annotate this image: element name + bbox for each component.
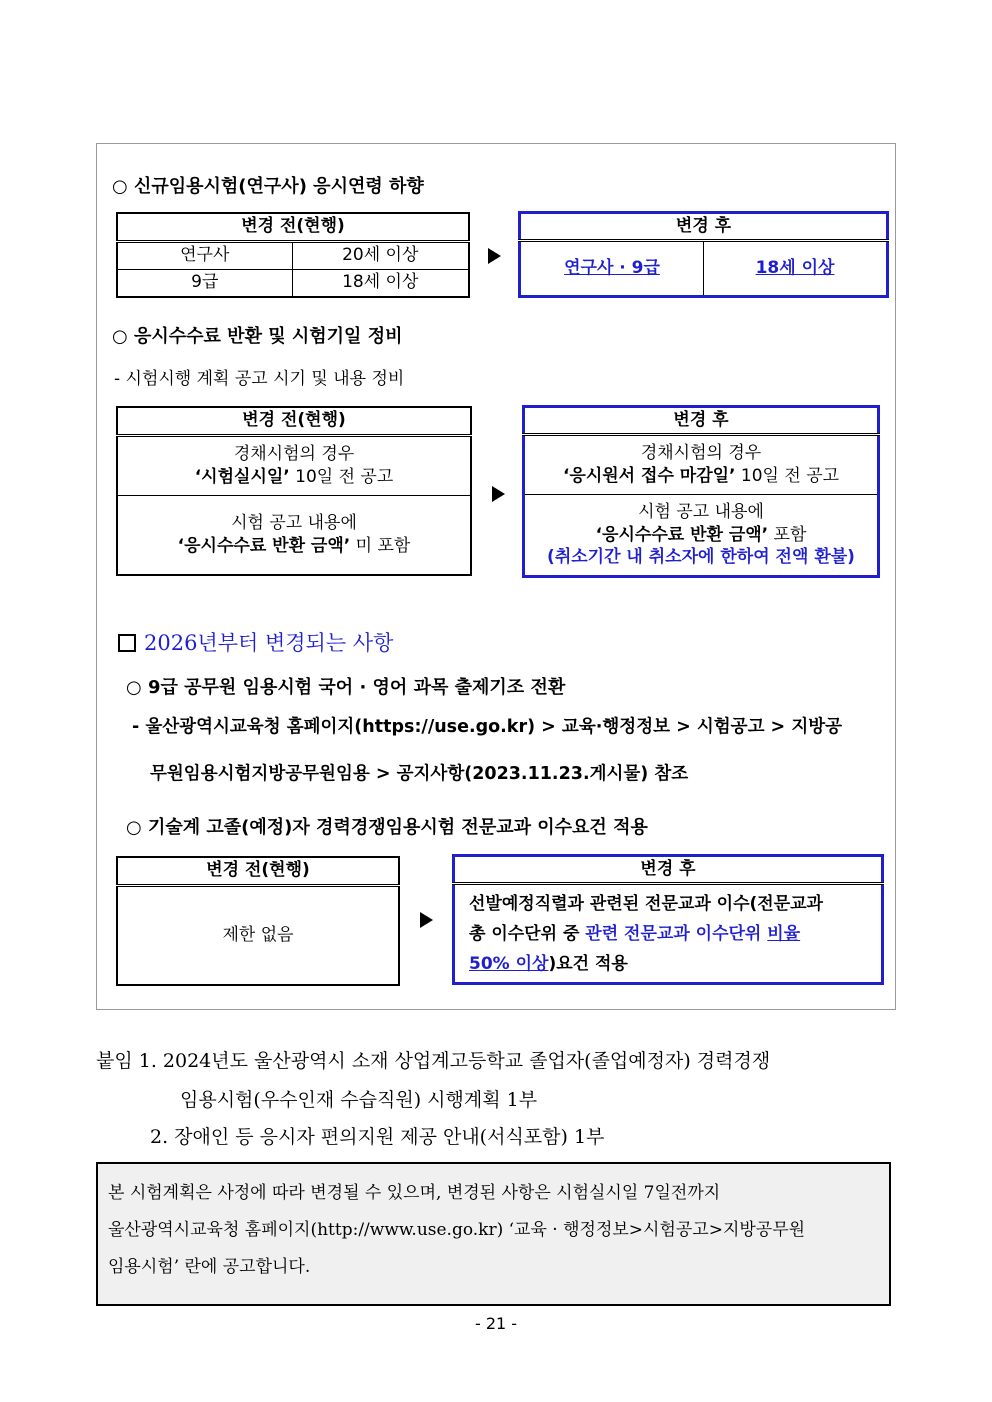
- section3-before-value: 제한 없음: [117, 885, 399, 985]
- section2-after-cell-1: [524, 435, 879, 495]
- section1-heading: ○ 신규임용시험(연구사) 응시연령 하향: [112, 176, 424, 197]
- arrow-right-icon: [492, 486, 505, 502]
- section3-after-line2-a: 총 이수단위 중: [469, 923, 586, 944]
- section1-after-value: 18세 이상: [704, 241, 888, 297]
- attachment-line1: 붙임 1. 2024년도 울산광역시 소재 상업계고등학교 졸업자(졸업예정자) 경력경쟁: [96, 1050, 771, 1072]
- section2-before-row1-bold: ‘시험실시일’: [194, 466, 290, 487]
- section3-item1: ○ 9급 공무원 임용시험 국어 · 영어 과목 출제기조 전환: [126, 677, 566, 698]
- section1-before-table: [116, 212, 470, 298]
- section2-before-row2-line1: 시험 공고 내용에: [231, 512, 357, 533]
- square-bullet-icon: [118, 634, 136, 652]
- section1-after-header: 변경 후: [520, 213, 888, 241]
- section2-after-row2-rest: 포함: [768, 524, 807, 545]
- notice-line2: 울산광역시교육청 홈페이지(http://www.use.go.kr) ‘교육 · 행정정보>시험공고>지방공무원: [108, 1220, 806, 1240]
- notice-line3: 임용시험’ 란에 공고합니다.: [108, 1257, 311, 1277]
- section3-before-header: 변경 전(현행): [117, 857, 399, 885]
- section3-after-table: [452, 854, 884, 985]
- section2-before-row1-line1: 경채시험의 경우: [233, 443, 355, 464]
- section2-after-table: [522, 405, 880, 578]
- section2-before-row2-bold: ‘응시수수료 반환 금액’: [177, 535, 351, 556]
- section2-before-cell-2: [117, 495, 471, 575]
- section1-before-header: 변경 전(현행): [117, 213, 469, 241]
- arrow-right-icon: [420, 912, 433, 928]
- section2-sub: - 시험시행 계획 공고 시기 및 내용 정비: [114, 369, 405, 389]
- section2-before-table: [116, 406, 472, 576]
- section1-after-label: 연구사 · 9급: [520, 241, 704, 297]
- section1-after-table: [518, 211, 889, 298]
- section2-before-header: 변경 전(현행): [117, 407, 471, 435]
- section1-before-value-1: 20세 이상: [292, 241, 469, 269]
- section2-after-header: 변경 후: [524, 407, 879, 435]
- section3-after-line2-b: 관련 전문교과 이수단위: [585, 923, 768, 944]
- section2-after-row1-line1: 경채시험의 경우: [640, 443, 762, 464]
- section2-after-row2-bold: ‘응시수수료 반환 금액’: [595, 524, 769, 545]
- section3-title: 2026년부터 변경되는 사항: [144, 631, 394, 655]
- section1-before-value-2: 18세 이상: [292, 269, 469, 297]
- section3-after-line2-c: 비율: [767, 923, 801, 944]
- section2-before-cell-1: [117, 435, 471, 495]
- notice-box: [96, 1162, 891, 1306]
- section2-after-row2-line1: 시험 공고 내용에: [638, 501, 764, 522]
- section2-heading: ○ 응시수수료 반환 및 시험기일 정비: [112, 326, 403, 347]
- section2-after-row1-rest: 10일 전 공고: [735, 466, 840, 486]
- section3-item2: ○ 기술계 고졸(예정)자 경력경쟁임용시험 전문교과 이수요건 적용: [126, 817, 648, 838]
- section2-after-row2-line3: (취소기간 내 취소자에 한하여 전액 환불): [547, 547, 855, 568]
- attachment-line2: 임용시험(우수인재 수습직원) 시행계획 1부: [180, 1089, 538, 1111]
- section1-before-label-1: 연구사: [117, 241, 292, 269]
- section3-after-line1: 선발예정직렬과 관련된 전문교과 이수(전문교과: [469, 893, 823, 914]
- section3-after-cell: [454, 884, 883, 984]
- section3-before-table: [116, 856, 400, 986]
- section2-before-row2-rest: 미 포함: [350, 535, 411, 556]
- section3-item1-sub-line2: 무원임용시험지방공무원임용 > 공지사항(2023.11.23.게시물) 참조: [150, 764, 689, 784]
- section2-after-cell-2: [524, 495, 879, 577]
- section3-after-line3-a: 50% 이상: [469, 953, 549, 974]
- attachment-line3: 2. 장애인 등 응시자 편의지원 제공 안내(서식포함) 1부: [150, 1126, 605, 1148]
- section3-after-header: 변경 후: [454, 856, 883, 884]
- section3-title-wrap: [118, 627, 393, 657]
- section2-after-row1-bold: ‘응시원서 접수 마감일’: [562, 466, 736, 486]
- section3-item1-sub-line1: - 울산광역시교육청 홈페이지(https://use.go.kr) > 교육·행정정보 > 시험공고 > 지방공: [132, 717, 843, 737]
- arrow-right-icon: [488, 248, 501, 264]
- section2-before-row1-rest: 10일 전 공고: [289, 466, 394, 487]
- section1-before-label-2: 9급: [117, 269, 292, 297]
- page-number: - 21 -: [474, 1314, 518, 1333]
- section3-after-line3-b: )요건 적용: [548, 953, 628, 974]
- notice-line1: 본 시험계획은 사정에 따라 변경될 수 있으며, 변경된 사항은 시험실시일 7일전까지: [108, 1183, 721, 1203]
